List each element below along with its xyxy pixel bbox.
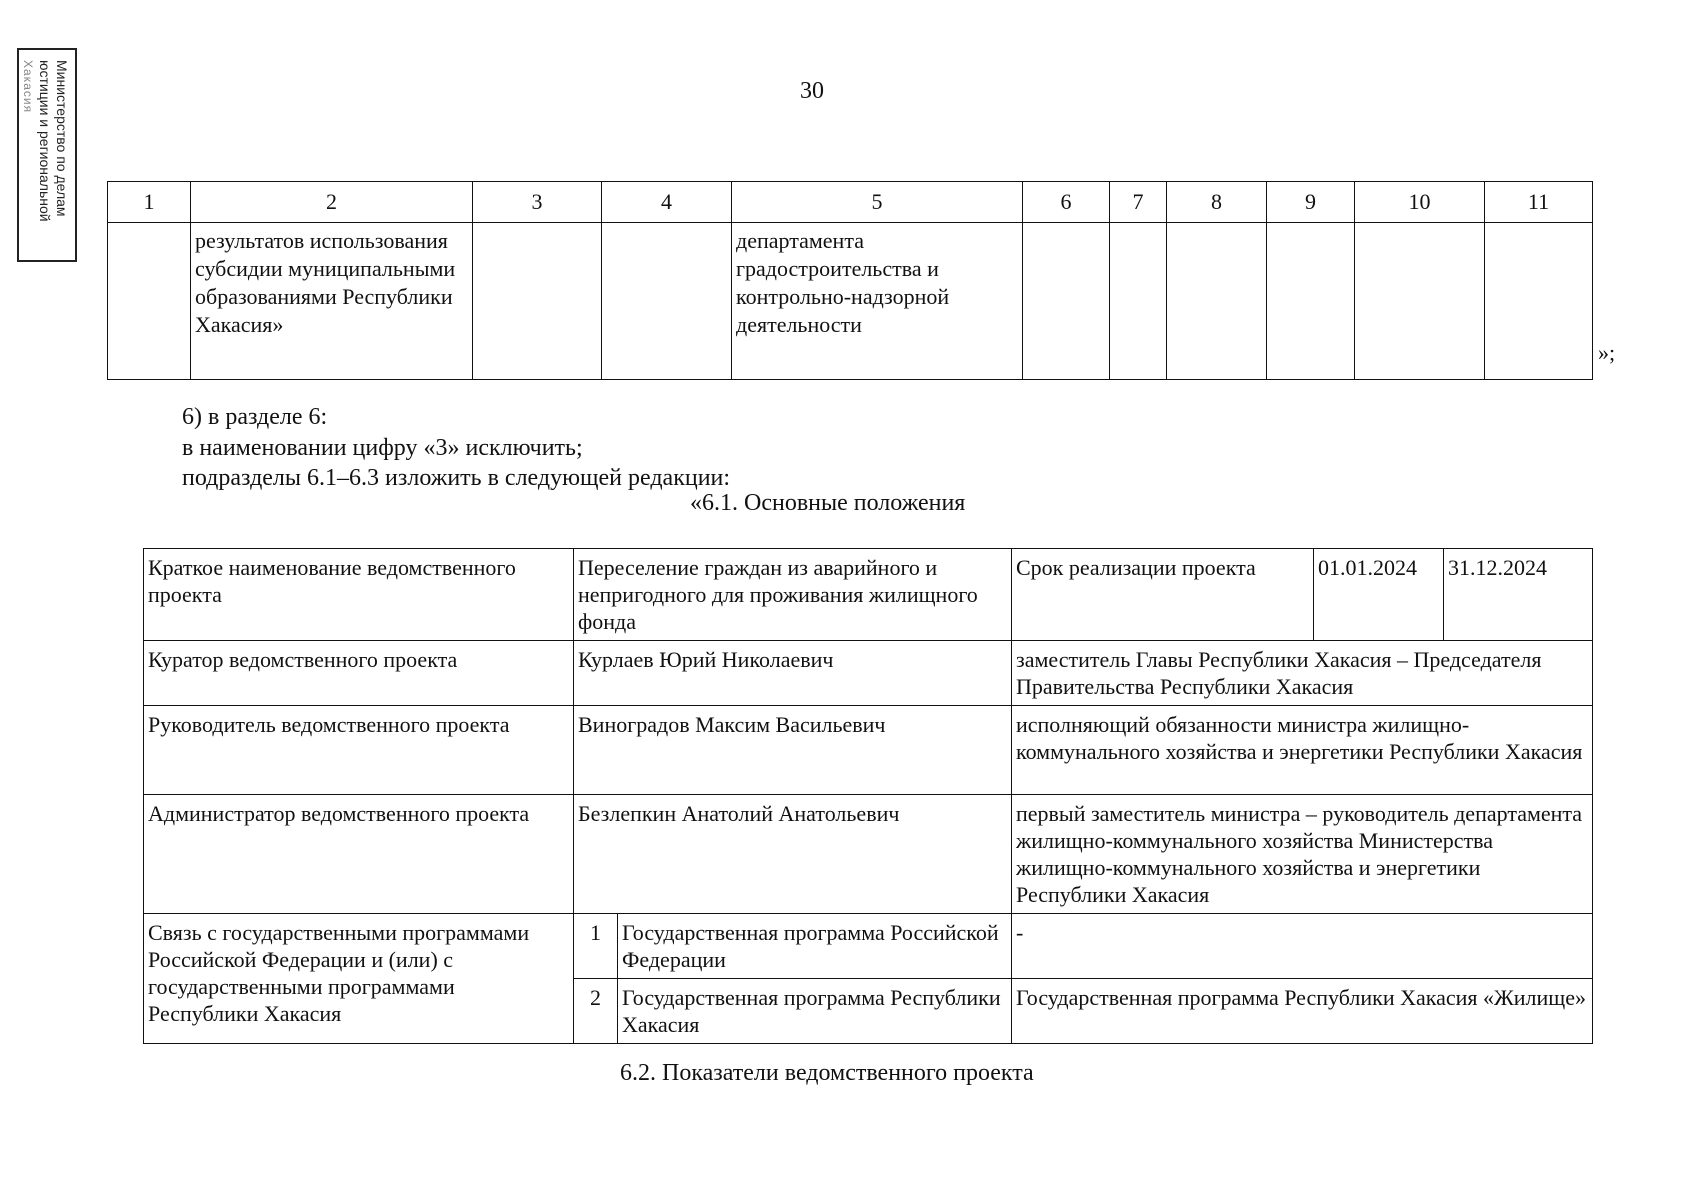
paragraph-line-1: 6) в разделе 6: [182, 404, 328, 430]
curator-label: Куратор ведомственного проекта [144, 641, 574, 706]
table1-cell [473, 223, 602, 380]
table1-cell [1485, 223, 1593, 380]
table1-header-cell: 8 [1167, 182, 1267, 223]
period-end: 31.12.2024 [1444, 549, 1593, 641]
table1-cell-col2: результатов использования субсидии муниципальными образованиями Республики Хакасия» [191, 223, 473, 380]
section-title: «6.1. Основные положения [690, 490, 966, 516]
main-provisions-table [143, 548, 1593, 1044]
head-label: Руководитель ведомственного проекта [144, 706, 574, 795]
table1-cell [1355, 223, 1485, 380]
head-position: исполняющий обязанности министра жилищно-коммунального хозяйства и энергетики Республики Хакасия [1012, 706, 1593, 795]
head-name: Виноградов Максим Васильевич [574, 706, 1012, 795]
amendment-paragraph [182, 402, 730, 494]
stamp-line-1: Министерство по делам [54, 60, 70, 217]
short-name-value: Переселение граждан из аварийного и непригодного для проживания жилищного фонда [574, 549, 1012, 641]
table1-header-cell: 9 [1267, 182, 1355, 223]
program-type: Государственная программа Российской Федерации [618, 914, 1012, 979]
program-value: - [1012, 914, 1593, 979]
table1-header-cell: 5 [732, 182, 1023, 223]
program-value: Государственная программа Республики Хакасия «Жилище» [1012, 979, 1593, 1044]
continuation-table [107, 181, 1593, 380]
program-type: Государственная программа Республики Хакасия [618, 979, 1012, 1044]
table1-cell [602, 223, 732, 380]
curator-position: заместитель Главы Республики Хакасия – Председателя Правительства Республики Хакасия [1012, 641, 1593, 706]
table1-cell [108, 223, 191, 380]
admin-position: первый заместитель министра – руководитель департамента жилищно-коммунального хозяйства Министерства жилищно-коммунального хозяйства и энергетики Республики Хакасия [1012, 795, 1593, 914]
admin-row [144, 795, 1593, 914]
table1-header-cell: 1 [108, 182, 191, 223]
head-row [144, 706, 1593, 795]
table1-header-cell: 6 [1023, 182, 1110, 223]
table1-cell [1267, 223, 1355, 380]
table1-header-cell: 11 [1485, 182, 1593, 223]
program-num: 1 [574, 914, 618, 979]
table1-header-row [108, 182, 1593, 223]
stamp-line-3: Хакасия [21, 60, 35, 114]
table1-header-cell: 2 [191, 182, 473, 223]
short-name-label: Краткое наименование ведомственного проекта [144, 549, 574, 641]
page-number: 30 [800, 78, 824, 104]
table1-cell [1110, 223, 1167, 380]
admin-name: Безлепкин Анатолий Анатольевич [574, 795, 1012, 914]
table1-row [108, 223, 1593, 380]
table1-header-cell: 3 [473, 182, 602, 223]
paragraph-line-2: в наименовании цифру «3» исключить; [182, 434, 583, 461]
ministry-stamp-text [19, 60, 70, 256]
program-num: 2 [574, 979, 618, 1044]
paragraph-line-3: подразделы 6.1–6.3 изложить в следующей редакции: [182, 465, 731, 491]
table1-cell-col5: департамента градостроительства и контрольно-надзорной деятельности [732, 223, 1023, 380]
table1-cell [1023, 223, 1110, 380]
short-name-row [144, 549, 1593, 641]
table1-cell [1167, 223, 1267, 380]
curator-row [144, 641, 1593, 706]
program-row [144, 914, 1593, 979]
period-label: Срок реализации проекта [1012, 549, 1314, 641]
closing-quote: »; [1598, 340, 1616, 365]
curator-name: Курлаев Юрий Николаевич [574, 641, 1012, 706]
period-start: 01.01.2024 [1314, 549, 1444, 641]
link-label: Связь с государственными программами Российской Федерации и (или) с государственными программами Республики Хакасия [144, 914, 574, 1044]
table1-header-cell: 10 [1355, 182, 1485, 223]
stamp-line-2: юстиции и региональной [37, 60, 53, 222]
table1-header-cell: 7 [1110, 182, 1167, 223]
table1-header-cell: 4 [602, 182, 732, 223]
admin-label: Администратор ведомственного проекта [144, 795, 574, 914]
subsection-title: 6.2. Показатели ведомственного проекта [620, 1060, 1034, 1086]
